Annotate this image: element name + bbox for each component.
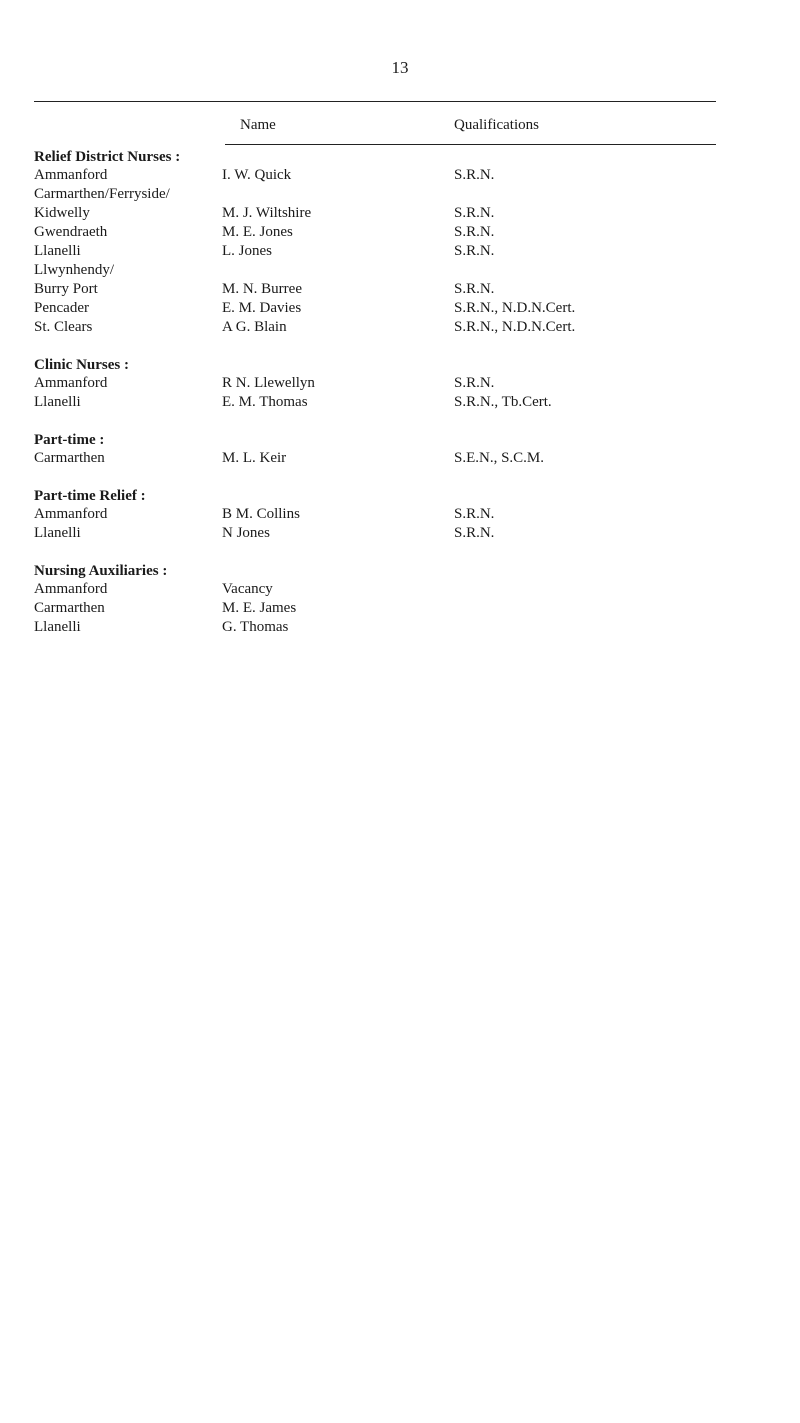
table-top-rule — [34, 101, 716, 102]
name-cell: M. J. Wiltshire — [222, 205, 312, 221]
qualifications-cell: S.R.N. — [454, 506, 495, 522]
qualifications-cell: S.E.N., S.C.M. — [454, 450, 545, 466]
place-cell: Llwynhendy/ Burry Port — [34, 262, 114, 297]
table-row — [34, 299, 754, 318]
staff-section — [34, 356, 754, 412]
table-row — [34, 223, 754, 242]
place-cell: Llanelli — [34, 243, 81, 259]
place-cell: Llanelli — [34, 619, 81, 635]
staff-section — [34, 487, 754, 543]
section-title: Part-time : — [34, 432, 105, 448]
place-cell: Carmarthen — [34, 450, 105, 466]
qualifications-cell: S.R.N. — [454, 224, 495, 240]
qualifications-cell: S.R.N. — [454, 205, 495, 221]
qualifications-cell: S.R.N. — [454, 167, 495, 183]
name-cell: L. Jones — [222, 243, 272, 259]
place-cell: Carmarthen/Ferryside/ Kidwelly — [34, 186, 170, 221]
name-cell: I. W. Quick — [222, 167, 292, 183]
name-cell: Vacancy — [222, 581, 273, 597]
qualifications-cell: S.R.N. — [454, 375, 495, 391]
column-header-qualifications: Qualifications — [454, 117, 539, 133]
table-row — [34, 449, 754, 468]
place-cell: Pencader — [34, 300, 89, 316]
qualifications-cell: S.R.N. — [454, 281, 495, 297]
name-cell: E. M. Thomas — [222, 394, 308, 410]
staff-section — [34, 431, 754, 468]
staff-section — [34, 148, 754, 337]
table-row — [34, 580, 754, 599]
table-row — [34, 374, 754, 393]
place-cell: Ammanford — [34, 167, 108, 183]
table-row — [34, 242, 754, 261]
table-row — [34, 618, 754, 637]
column-header-name: Name — [240, 117, 276, 133]
header-rule — [225, 144, 716, 145]
place-cell: Llanelli — [34, 394, 81, 410]
name-cell: M. E. Jones — [222, 224, 293, 240]
qualifications-cell: S.R.N., N.D.N.Cert. — [454, 300, 576, 316]
place-cell: Ammanford — [34, 506, 108, 522]
name-cell: E. M. Davies — [222, 300, 302, 316]
table-row — [34, 599, 754, 618]
table-row — [34, 318, 754, 337]
section-title: Nursing Auxiliaries : — [34, 563, 168, 579]
name-cell: R N. Llewellyn — [222, 375, 315, 391]
place-cell: Ammanford — [34, 375, 108, 391]
section-title: Part-time Relief : — [34, 488, 146, 504]
name-cell: M. E. James — [222, 600, 297, 616]
section-title: Relief District Nurses : — [34, 149, 181, 165]
qualifications-cell: S.R.N. — [454, 525, 495, 541]
name-cell: A G. Blain — [222, 319, 287, 335]
table-row — [34, 166, 754, 185]
table-row — [34, 524, 754, 543]
name-cell: N Jones — [222, 525, 270, 541]
table-row — [34, 393, 754, 412]
name-cell: G. Thomas — [222, 619, 289, 635]
table-row — [34, 185, 754, 223]
table-row — [34, 505, 754, 524]
staff-section — [34, 562, 754, 637]
qualifications-cell: S.R.N., Tb.Cert. — [454, 394, 552, 410]
qualifications-cell: S.R.N. — [454, 243, 495, 259]
place-cell: Gwendraeth — [34, 224, 108, 240]
place-cell: Carmarthen — [34, 600, 105, 616]
qualifications-cell: S.R.N., N.D.N.Cert. — [454, 319, 576, 335]
place-cell: Llanelli — [34, 525, 81, 541]
place-cell: Ammanford — [34, 581, 108, 597]
table-row — [34, 261, 754, 299]
name-cell: B M. Collins — [222, 506, 300, 522]
name-cell: M. N. Burree — [222, 281, 302, 297]
page-number: 13 — [391, 58, 409, 77]
section-title: Clinic Nurses : — [34, 357, 129, 373]
staff-table-body — [34, 148, 754, 656]
place-cell: St. Clears — [34, 319, 93, 335]
name-cell: M. L. Keir — [222, 450, 287, 466]
